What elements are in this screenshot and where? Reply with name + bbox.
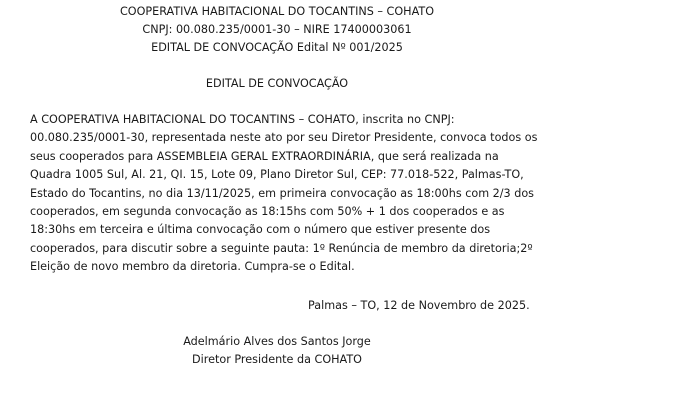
subtitle-text: EDITAL DE CONVOCAÇÃO bbox=[205, 77, 349, 90]
place-and-date: Palmas – TO, 12 de Novembro de 2025. bbox=[308, 299, 530, 312]
body-line: 00.080.235/0001-30, representada neste ato por seu Diretor Presidente, convoca todos os bbox=[30, 131, 538, 145]
body-line: cooperados, para discutir sobre a seguinte pauta: 1º Renúncia de membro da diretoria;2º bbox=[30, 241, 533, 255]
body-line: Quadra 1005 Sul, Al. 21, QI. 15, Lote 09, Plano Diretor Sul, CEP: 77.018-522, Palmas-TO, bbox=[30, 168, 524, 182]
body-line: Estado do Tocantins, no dia 13/11/2025, em primeira convocação as 18:00hs com 2/3 dos bbox=[30, 186, 535, 200]
body-line: seus cooperados para ASSEMBLEIA GERAL EXTRAORDINÁRIA, que será realizada na bbox=[30, 149, 499, 163]
body-paragraph bbox=[30, 111, 538, 277]
signature-block bbox=[0, 333, 554, 369]
body-line: Eleição de novo membro da diretoria. Cumpra-se o Edital. bbox=[30, 260, 355, 274]
body-line: 18:30hs em terceira e última convocação com o número que estiver presente dos bbox=[30, 223, 491, 237]
header-organization-name: COOPERATIVA HABITACIONAL DO TOCANTINS – COHATO bbox=[119, 5, 435, 18]
body-line: A COOPERATIVA HABITACIONAL DO TOCANTINS – COHATO, inscrita no CNPJ: bbox=[30, 113, 455, 126]
header-edital-number: EDITAL DE CONVOCAÇÃO Edital Nº 001/2025 bbox=[151, 41, 403, 54]
signatory-name: Adelmário Alves dos Santos Jorge bbox=[183, 335, 371, 348]
signatory-title: Diretor Presidente da COHATO bbox=[192, 353, 362, 366]
document-subtitle bbox=[0, 75, 554, 93]
body-line: cooperados, em segunda convocação as 18:15hs com 50% + 1 dos cooperados e as bbox=[30, 205, 505, 219]
header-cnpj-nire: CNPJ: 00.080.235/0001-30 – NIRE 17400003061 bbox=[142, 23, 412, 36]
document-header bbox=[0, 3, 554, 57]
